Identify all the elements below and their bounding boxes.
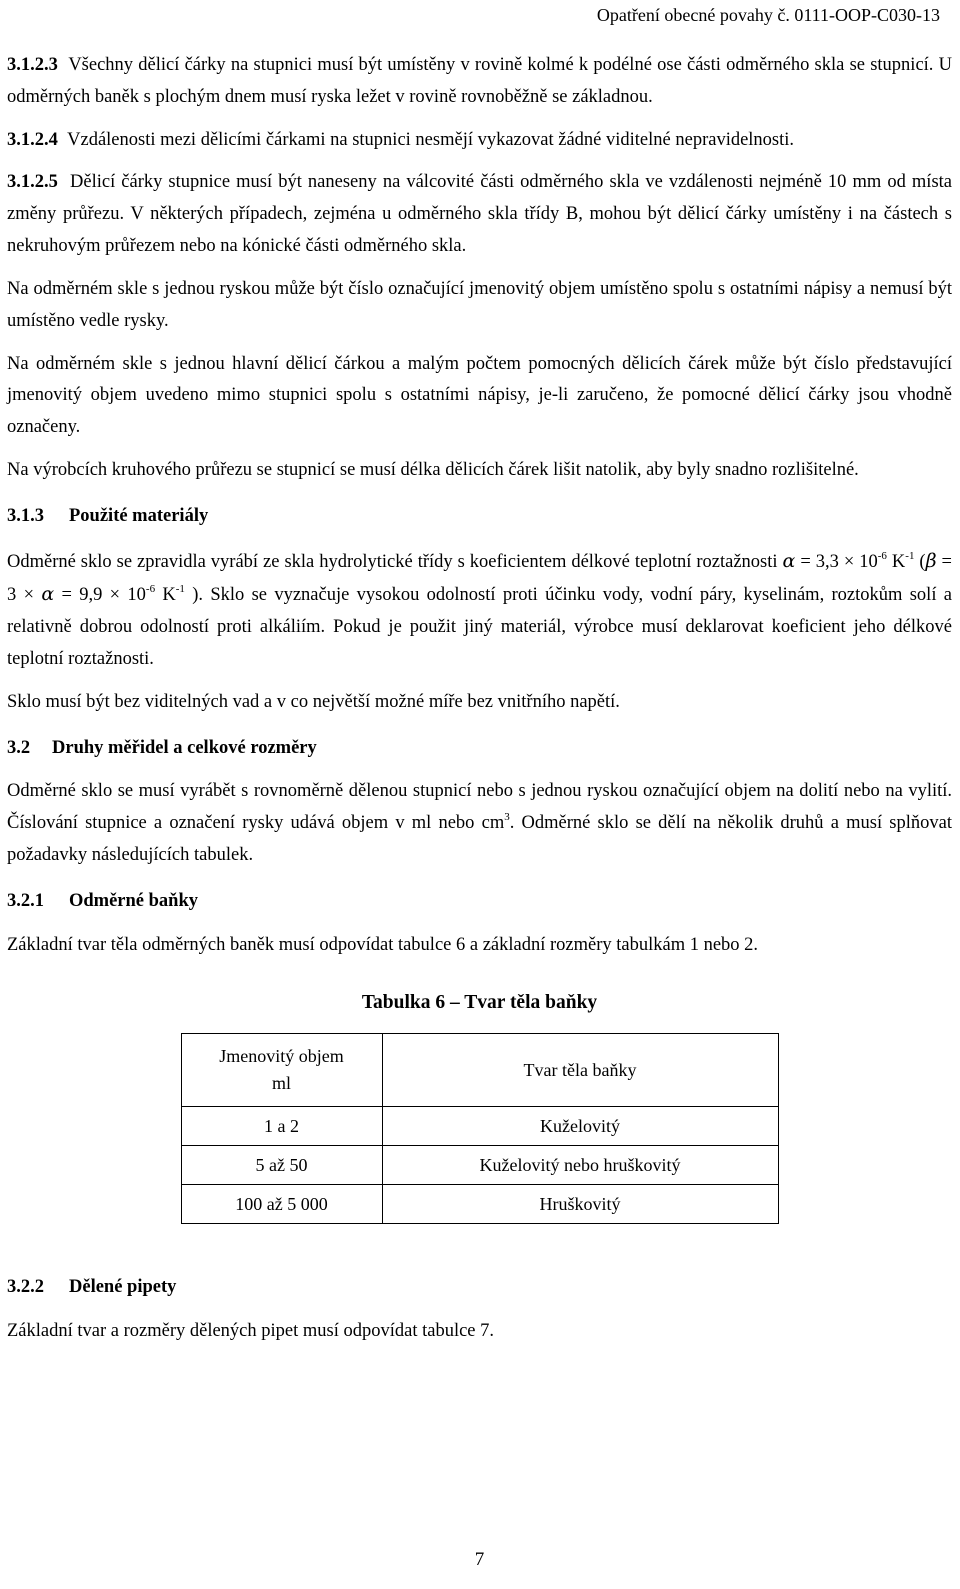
paragraph-3-1-2-3 — [7, 50, 952, 114]
table-header-row — [181, 1034, 778, 1107]
paragraph-glass-defects: Sklo musí být bez viditelných vad a v co největší možné míře bez vnitřního napětí. — [7, 691, 620, 712]
section-number: 3.2.2 — [7, 1277, 44, 1298]
paragraph-number: 3.1.2.5 — [7, 172, 58, 193]
table-flask-shape — [181, 1033, 779, 1224]
paragraph-3-1-2-4 — [7, 125, 952, 157]
table-caption: Tabulka 6 – Tvar těla baňky — [361, 991, 598, 1013]
table-row — [181, 1146, 778, 1185]
section-number: 3.2 — [7, 737, 31, 758]
paragraph-text: Všechny dělicí čárky na stupnici musí být umístěny v rovině kolmé k podélné ose části odměrného skla se stupnicí. U odměrných baněk s plochým dnem musí ryska ležet v rovině rovnoběžně se základnou. — [7, 55, 952, 107]
page-header: Opatření obecné povahy č. 0111-OOP-C030-13 — [596, 5, 940, 25]
section-heading-3-2-2 — [7, 1272, 952, 1304]
section-number: 3.1.3 — [7, 505, 44, 526]
document-body — [7, 50, 952, 1359]
section-title: Použité materiály — [69, 505, 209, 526]
table-row — [181, 1107, 778, 1146]
cell-shape: Kuželovitý nebo hruškovitý — [382, 1146, 778, 1185]
section-heading-3-2-1 — [7, 886, 952, 918]
cell-volume: 100 až 5 000 — [181, 1185, 382, 1224]
expansion-coefficient-formula: $\alpha = 3,3 \times 10^{-6}$ $K^{-1}$ ($\beta = 3 \times \alpha = 9,9 \times 10^{-6}$ $K^{-1}$ ). — [7, 549, 952, 606]
paragraph-main-mark: Na odměrném skle s jednou hlavní dělicí čárkou a malým počtem pomocných dělicích čárek může být číslo představující jmenovitý objem uvedeno mimo stupnici spolu s ostatními nápisy, je-li zaručeno, že pomocné dělicí čárky jsou vhodně označeny. — [7, 353, 952, 438]
paragraph-pipettes: Základní tvar a rozměry dělených pipet musí odpovídat tabulce 7. — [7, 1320, 495, 1341]
page-number: 7 — [474, 1549, 485, 1570]
section-heading-3-2 — [7, 733, 952, 765]
table-row — [181, 1185, 778, 1224]
section-number: 3.2.1 — [7, 890, 44, 911]
paragraph-text: Vzdálenosti mezi dělicími čárkami na stupnici nesmějí vykazovat žádné viditelné nepravidelnosti. — [67, 129, 795, 150]
cell-shape: Kuželovitý — [382, 1107, 778, 1146]
section-title: Odměrné baňky — [69, 890, 199, 911]
section-heading-3-1-3 — [7, 501, 952, 533]
paragraph-types: Odměrné sklo se musí vyrábět s rovnoměrně dělenou stupnicí nebo s jednou ryskou označující objem na dolití nebo na vylití. Číslování stupnice a označení rysky udává objem v ml nebo $cm^3$. Odměrné sklo se dělí na několik druhů a musí splňovat požadavky následujících tabulek. — [7, 781, 952, 866]
paragraph-3-1-2-5 — [7, 167, 952, 262]
paragraph-text: Dělicí čárky stupnice musí být naneseny na válcovité části odměrného skla ve vzdálenosti nejméně 10 mm od místa změny průřezu. V některých případech, zejména u odměrného skla třídy B, mohou být dělicí čárky umístěny i na částech s nekruhovým průřezem nebo na kónické části odměrného skla. — [7, 172, 952, 257]
paragraph-number: 3.1.2.3 — [7, 55, 58, 75]
document-page — [7, 0, 952, 1589]
paragraph-materials: Odměrné sklo se zpravidla vyrábí ze skla hydrolytické třídy s koeficientem délkové teplotní roztažnosti $\alpha = 3,3 \times 10^{-6}$ $K^{-1}$ ($\beta = 3 \times \alpha = 9,9 \times 10^{-6}$ $K^{-1}$ ). Sklo se vyznačuje vysokou odolností proti účinku vody, vodní páry, kyselinám, roztokům solí a relativně dobrou odolností proti alkáliím. Pokud je použit jiný materiál, výrobce musí deklarovat koeficient jeho délkové teplotní roztažnosti. — [7, 549, 952, 669]
cell-volume: 1 a 2 — [181, 1107, 382, 1146]
paragraph-number: 3.1.2.4 — [7, 129, 58, 150]
column-header-shape: Tvar těla baňky — [382, 1034, 778, 1107]
paragraph-flasks: Základní tvar těla odměrných baněk musí odpovídat tabulce 6 a základní rozměry tabulkám 1 nebo 2. — [7, 934, 759, 955]
paragraph-circular-section: Na výrobcích kruhového průřezu se stupnicí se musí délka dělicích čárek lišit natolik, aby byly snadno rozlišitelné. — [7, 459, 859, 480]
cell-shape: Hruškovitý — [382, 1185, 778, 1224]
section-title: Druhy měřidel a celkové rozměry — [52, 737, 317, 758]
paragraph-single-mark: Na odměrném skle s jednou ryskou může být číslo označující jmenovitý objem umístěno spolu s ostatními nápisy a nemusí být umístěno vedle rysky. — [7, 278, 952, 331]
cell-volume: 5 až 50 — [181, 1146, 382, 1185]
column-header-volume: Jmenovitý objem ml — [181, 1034, 382, 1107]
section-title: Dělené pipety — [69, 1277, 177, 1298]
